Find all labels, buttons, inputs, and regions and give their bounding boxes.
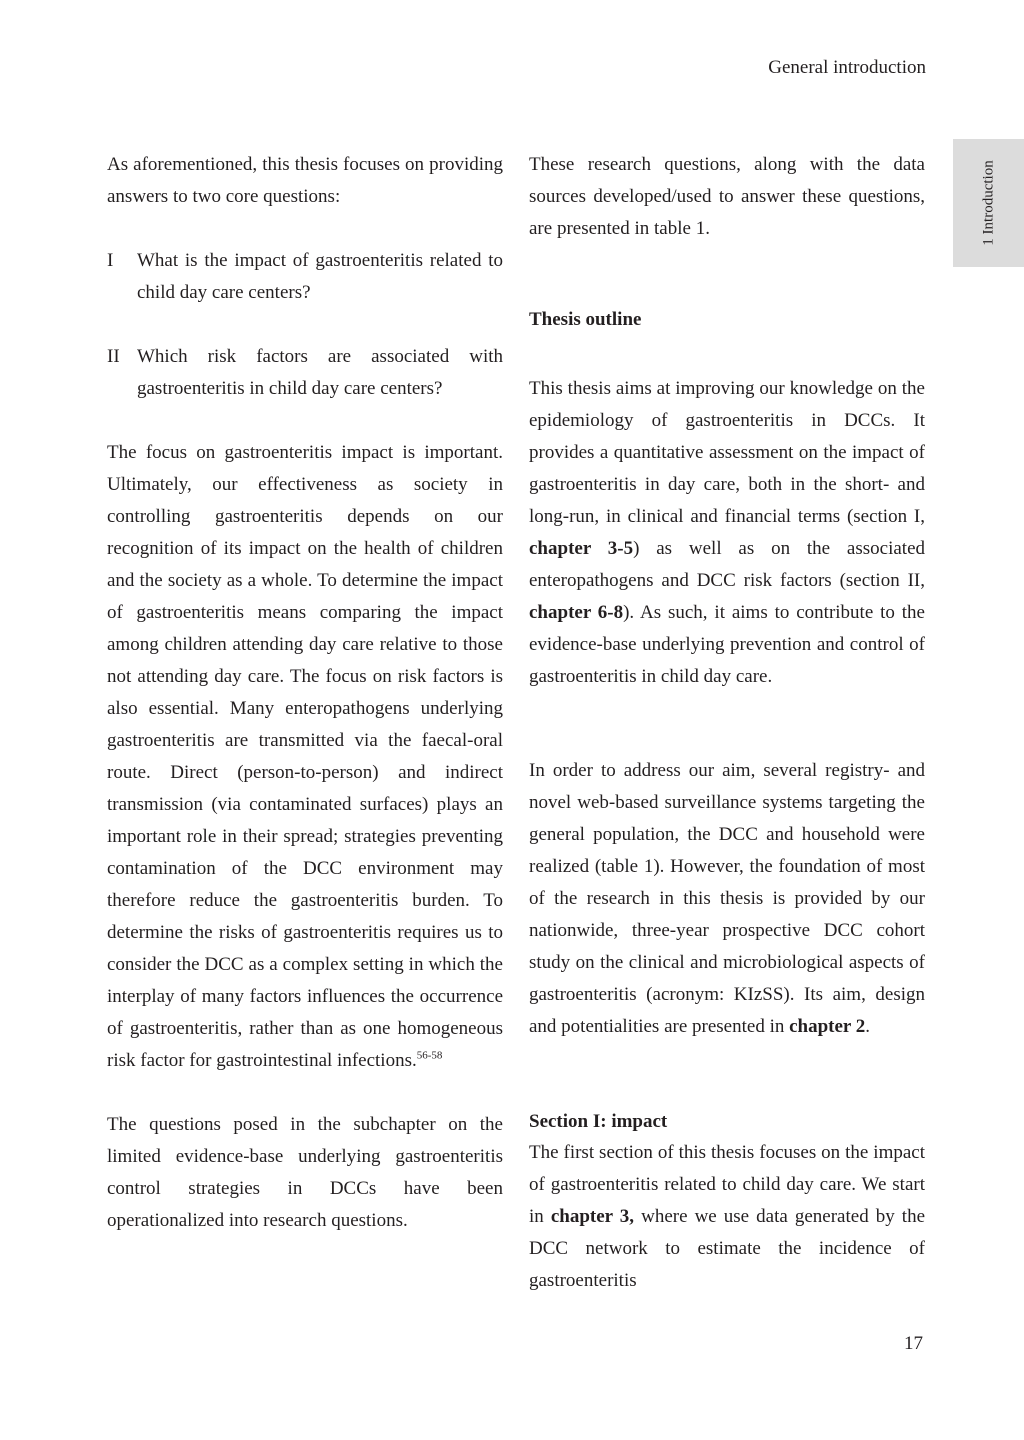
paragraph bbox=[529, 755, 925, 1043]
research-question-2 bbox=[107, 341, 503, 405]
paragraph bbox=[107, 437, 503, 1077]
text: ). As such, it aims to contribute to the evidence-base underlying prevention and control of gastroenteritis in child day care. bbox=[529, 602, 925, 687]
chapter-ref: chapter 3-5 bbox=[529, 538, 634, 559]
paragraph: The questions posed in the subchapter on the limited evidence-base underlying gastroenteritis control strategies in DCCs have been operationalized into research questions. bbox=[107, 1114, 503, 1231]
question-number: II bbox=[107, 346, 120, 367]
chapter-ref: chapter 6-8 bbox=[529, 602, 624, 623]
running-header: General introduction bbox=[768, 57, 926, 78]
page-number: 17 bbox=[904, 1333, 923, 1354]
paragraph bbox=[529, 1137, 925, 1297]
text: ) as well as on the associated enteropathogens and DCC risk factors (section II, bbox=[529, 538, 926, 591]
chapter-ref: chapter 2 bbox=[789, 1016, 866, 1037]
research-question-1 bbox=[107, 245, 503, 309]
text: In order to address our aim, several registry- and novel web-based surveillance systems targeting the general population, the DCC and household were realized (table 1). However, the foundation of most of the research in this thesis is provided by our nationwide, three-year prospective DCC cohort study on the clinical and microbiological aspects of gastroenteritis (acronym: KIzSS). Its aim, design and potentialities are presented in bbox=[529, 760, 925, 1037]
text: The first section of this thesis focuses on the impact of gastroenteritis related to child day care. We start in bbox=[529, 1142, 925, 1227]
chapter-ref: chapter 3, bbox=[550, 1206, 635, 1227]
paragraph: These research questions, along with the data sources developed/used to answer these questions, are presented in table 1. bbox=[529, 154, 925, 239]
paragraph-text: The focus on gastroenteritis impact is important. Ultimately, our effectiveness as society in controlling gastroenteritis depends on our recognition of its impact on the health of children and the society as a whole. To determine the impact of gastroenteritis means comparing the impact among children attending day care relative to those not attending day care. The focus on risk factors is also essential. Many enteropathogens underlying gastroenteritis are transmitted via the faecal-oral route. Direct (person-to-person) and indirect transmission (via contaminated surfaces) plays an important role in their spread; strategies preventing contamination of the DCC environment may therefore reduce the gastroenteritis burden. To determine the risks of gastroenteritis requires us to consider the DCC as a complex setting in which the interplay of many factors influences the occurrence of gastroenteritis, rather than as one homogeneous risk factor for gastrointestinal infections. bbox=[107, 442, 503, 1071]
paragraph: As aforementioned, this thesis focuses on providing answers to two core questions: bbox=[107, 154, 503, 207]
question-text: What is the impact of gastroenteritis related to child day care centers? bbox=[137, 250, 503, 303]
chapter-side-tab bbox=[953, 139, 1024, 267]
question-text: Which risk factors are associated with gastroenteritis in child day care centers? bbox=[137, 346, 503, 399]
text: This thesis aims at improving our knowledge on the epidemiology of gastroenteritis in DCCs. It provides a quantitative assessment on the impact of gastroenteritis in day care, both in the short- and long-run, in clinical and financial terms (section I, bbox=[529, 378, 925, 527]
paragraph bbox=[529, 373, 925, 693]
question-number: I bbox=[107, 250, 114, 271]
reference-superscript: 56-58 bbox=[416, 1049, 443, 1062]
left-column bbox=[107, 149, 503, 1237]
text: where we use data generated by the DCC network to estimate the incidence of gastroenteritis bbox=[529, 1206, 926, 1291]
subsection-heading: Section I: impact bbox=[529, 1111, 668, 1132]
chapter-tab-label: 1 Introduction bbox=[980, 160, 996, 246]
section-heading: Thesis outline bbox=[529, 309, 642, 330]
text: . bbox=[865, 1016, 871, 1037]
